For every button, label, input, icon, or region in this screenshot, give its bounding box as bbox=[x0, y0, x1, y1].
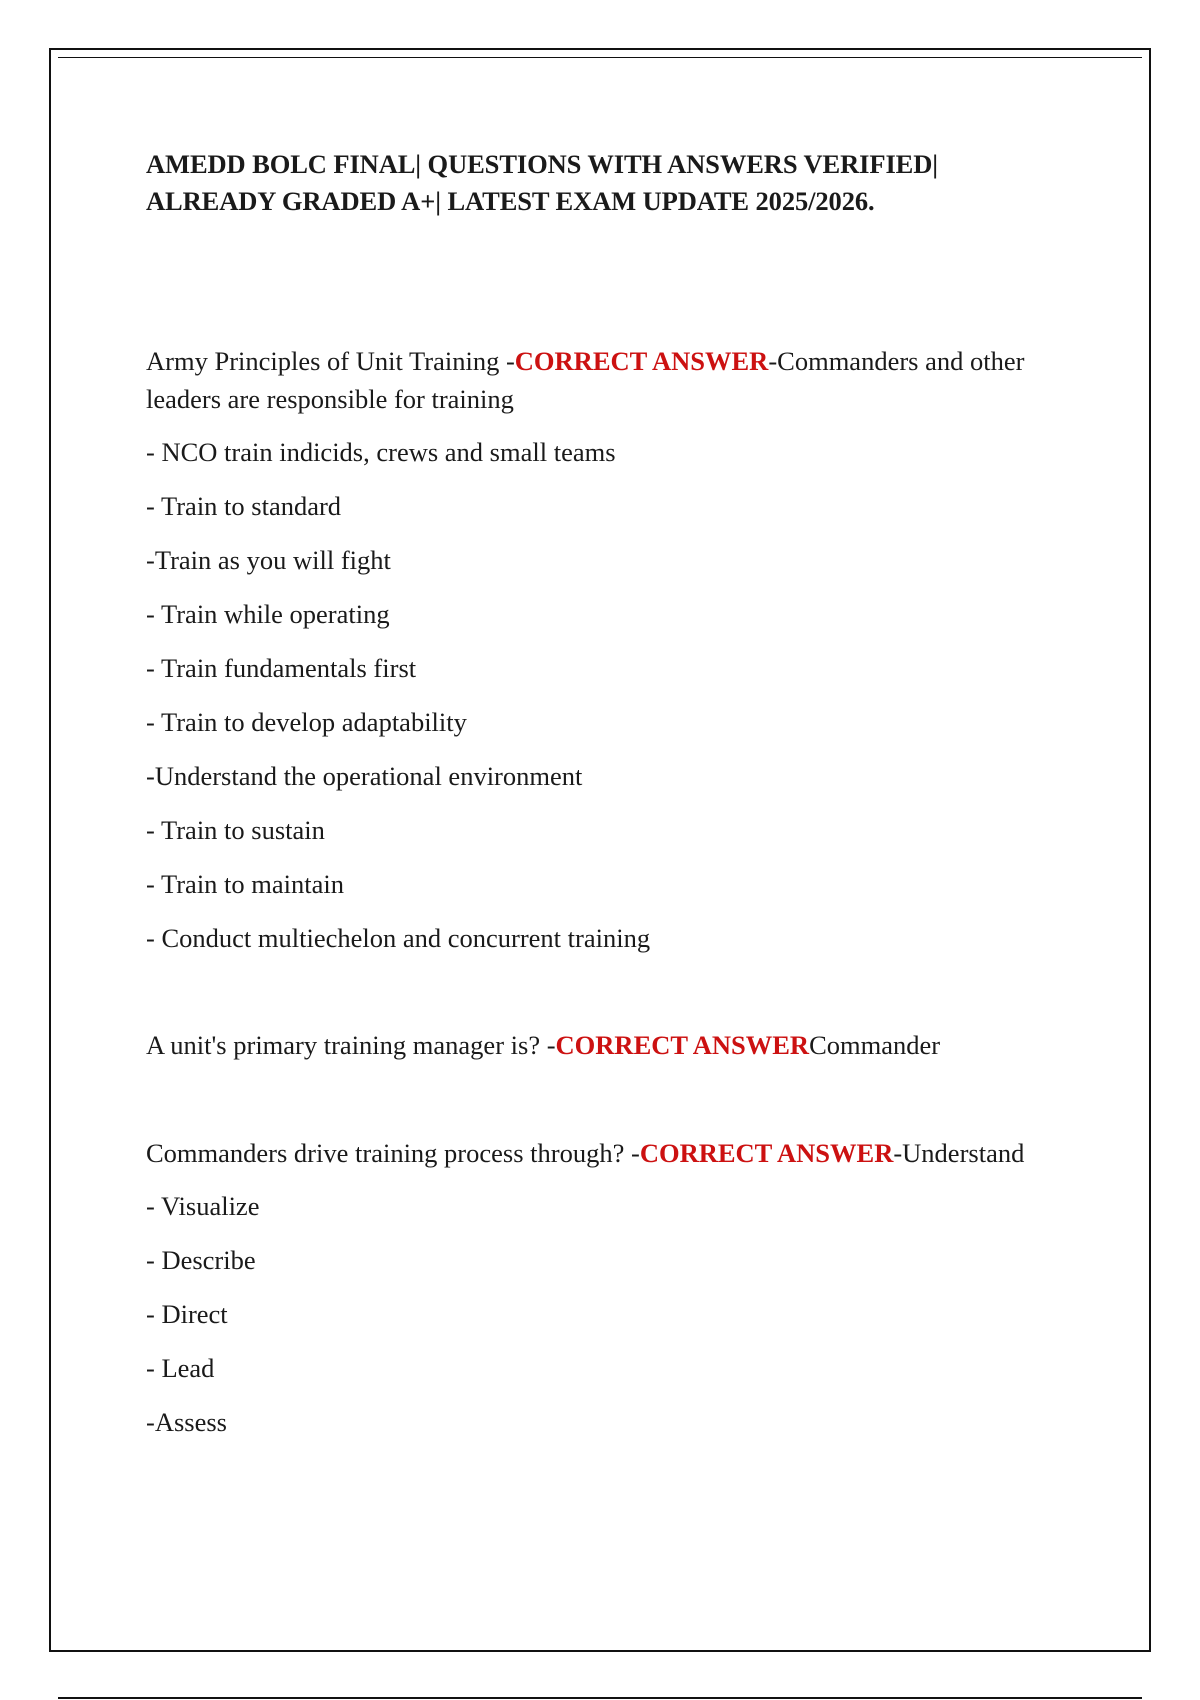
question-1-text bbox=[146, 342, 1086, 418]
question-3-prompt: Commanders drive training process through? - bbox=[146, 1138, 640, 1168]
bottom-rule bbox=[58, 1697, 1142, 1699]
document-title-line-1: AMEDD BOLC FINAL| QUESTIONS WITH ANSWERS VERIFIED| bbox=[146, 149, 939, 179]
question-2-prompt: A unit's primary training manager is? - bbox=[146, 1030, 556, 1060]
answer-tag-2: CORRECT ANSWER bbox=[555, 1030, 810, 1060]
question-block-2 bbox=[146, 1026, 1086, 1064]
question-1-item-1: - NCO train indicids, crews and small teams bbox=[146, 437, 616, 467]
question-block-3 bbox=[146, 1134, 1086, 1441]
question-3-answer: -Understand bbox=[893, 1138, 1025, 1168]
question-1-item-9: - Train to maintain bbox=[146, 869, 345, 899]
document-title bbox=[146, 146, 1086, 220]
answer-tag-3: CORRECT ANSWER bbox=[639, 1138, 894, 1168]
question-1-item-2: - Train to standard bbox=[146, 491, 342, 521]
question-1-item-4: - Train while operating bbox=[146, 599, 390, 629]
question-block-1 bbox=[146, 342, 1086, 957]
document-content bbox=[146, 146, 1086, 1437]
question-3-item-3: - Direct bbox=[146, 1299, 228, 1329]
question-1-item-6: - Train to develop adaptability bbox=[146, 707, 467, 737]
question-1-item-8: - Train to sustain bbox=[146, 815, 325, 845]
question-2-text bbox=[146, 1026, 1086, 1064]
question-1-item-7: -Understand the operational environment bbox=[146, 761, 583, 791]
page-border-inner-line bbox=[58, 57, 1142, 58]
answer-tag-1: CORRECT ANSWER bbox=[514, 346, 769, 376]
question-1-item-10: - Conduct multiechelon and concurrent training bbox=[146, 923, 651, 953]
question-1-answer: -Commanders and other leaders are responsible for training bbox=[146, 346, 1025, 414]
question-1-item-3: -Train as you will fight bbox=[146, 545, 391, 575]
question-1-prompt: Army Principles of Unit Training - bbox=[146, 346, 515, 376]
question-3-text bbox=[146, 1134, 1086, 1172]
question-3-item-4: - Lead bbox=[146, 1353, 215, 1383]
question-2-answer: Commander bbox=[809, 1030, 941, 1060]
question-3-item-2: - Describe bbox=[146, 1245, 256, 1275]
question-3-item-1: - Visualize bbox=[146, 1191, 260, 1221]
document-title-line-2: ALREADY GRADED A+| LATEST EXAM UPDATE 2025/2026. bbox=[146, 186, 875, 216]
question-1-item-5: - Train fundamentals first bbox=[146, 653, 417, 683]
question-3-item-5: -Assess bbox=[146, 1407, 227, 1437]
